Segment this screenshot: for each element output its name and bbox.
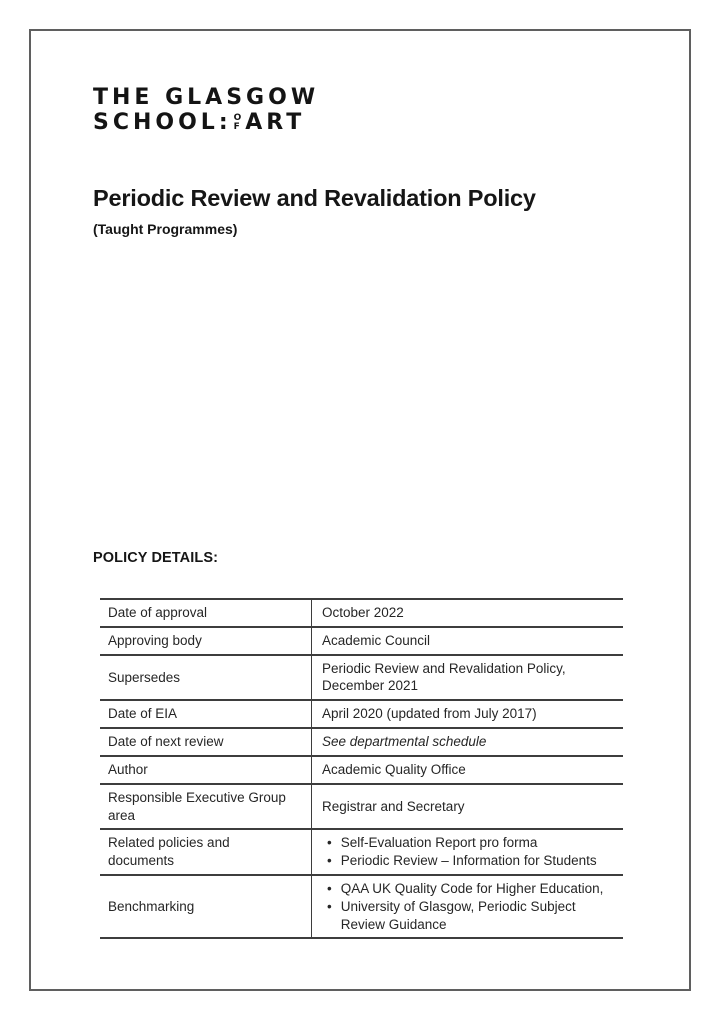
row-label: Benchmarking — [108, 898, 195, 914]
row-label: Responsible Executive Group area — [108, 789, 286, 823]
row-value-bullets — [312, 875, 624, 938]
logo-of-top: O — [233, 112, 242, 123]
row-value: Periodic Review and Revalidation Policy, December 2021 — [312, 655, 624, 701]
row-value: April 2020 (updated from July 2017) — [312, 700, 624, 728]
bullet-item: • Self-Evaluation Report pro forma — [322, 834, 615, 852]
table-row — [100, 599, 623, 627]
row-label: Author — [108, 761, 148, 777]
table-row — [100, 875, 623, 938]
page-subtitle: (Taught Programmes) — [93, 221, 238, 237]
table-row — [100, 784, 623, 830]
row-label: Supersedes — [108, 669, 181, 685]
table-row — [100, 627, 623, 655]
logo-art: ART — [245, 109, 306, 135]
row-value: See departmental schedule — [312, 728, 624, 756]
page-title: Periodic Review and Revalidation Policy — [93, 185, 536, 211]
row-label: Related policies and documents — [108, 835, 230, 869]
logo-of-bottom: F — [233, 121, 240, 132]
row-value-bullets — [312, 829, 624, 875]
logo-of-stack — [234, 114, 242, 132]
row-label: Date of next review — [108, 734, 224, 750]
table-row — [100, 728, 623, 756]
bullet-item: • University of Glasgow, Periodic Subject Review Guidance — [322, 898, 615, 934]
gsa-logo — [93, 86, 319, 135]
row-label: Date of EIA — [108, 706, 178, 722]
policy-details-heading: POLICY DETAILS: — [93, 550, 219, 566]
policy-details-table — [100, 598, 623, 939]
bullet-item: • Periodic Review – Information for Students — [322, 852, 615, 870]
table-row — [100, 756, 623, 784]
logo-school: SCHOOL: — [93, 109, 232, 135]
row-label: Approving body — [108, 632, 202, 648]
row-value: Registrar and Secretary — [312, 784, 624, 830]
row-value: Academic Quality Office — [312, 756, 624, 784]
table-row — [100, 655, 623, 701]
table-row — [100, 829, 623, 875]
table-row — [100, 700, 623, 728]
logo-line2 — [93, 111, 319, 136]
bullet-item: • QAA UK Quality Code for Higher Education, — [322, 880, 615, 898]
row-value: October 2022 — [312, 599, 624, 627]
logo-line1: THE GLASGOW — [93, 85, 320, 110]
row-label: Date of approval — [108, 605, 208, 620]
row-value: Academic Council — [312, 627, 624, 655]
